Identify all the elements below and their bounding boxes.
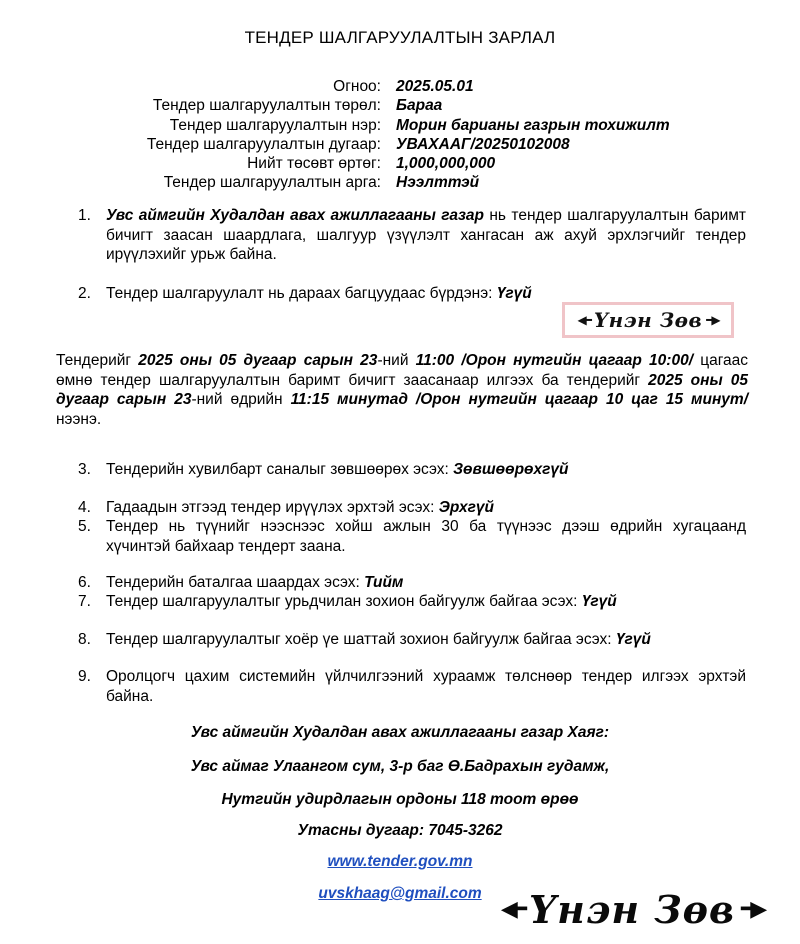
info-row-type	[60, 96, 760, 115]
item-text: Тендерийн баталгаа шаардах эсэх:	[106, 574, 365, 591]
info-row-date	[60, 77, 760, 96]
document-title: ТЕНДЕР ШАЛГАРУУЛАЛТЫН ЗАРЛАЛ	[244, 28, 556, 47]
item-number: 3.	[78, 461, 91, 478]
paragraph-text: -ний	[377, 352, 416, 369]
info-value: 1,000,000,000	[396, 155, 496, 173]
item-number: 4.	[78, 499, 91, 516]
item-number: 7.	[78, 593, 91, 610]
list-item-5	[78, 517, 746, 556]
info-label: Тендер шалгаруулалтын төрөл:	[152, 97, 381, 115]
paragraph-date: 2025 оны 05 дугаар сарын 23	[56, 371, 748, 408]
info-row-method	[60, 173, 760, 192]
paragraph-text: нээнэ.	[56, 410, 102, 428]
paragraph-time: 11:00 /Орон нутгийн цагаар 10:00/	[415, 352, 694, 369]
item-number: 6.	[78, 574, 91, 591]
info-label: Тендер шалгаруулалтын нэр:	[169, 116, 381, 134]
watermark-text: Үнэн Зөв	[529, 886, 735, 932]
item-text: Тендерийн хувилбарт саналыг зөвшөөрөх эсэх:	[106, 461, 454, 478]
watermark-stamp: ◀━ Үнэн Зөв ━▶	[562, 302, 734, 338]
item-text: Оролцогч цахим системийн үйлчилгээний хураамж төлснөөр тендер илгээх эрхтэй байна.	[106, 668, 746, 705]
list-item-2	[78, 284, 746, 304]
info-value: Бараа	[396, 97, 443, 115]
footer-organization: Увс аймгийн Худалдан авах ажиллагааны газар Хаяг:	[190, 724, 610, 741]
info-value: УВАХААГ/20250102008	[396, 135, 570, 153]
info-value: 2025.05.01	[396, 78, 474, 95]
item-text: Тендер шалгаруулалт нь дараах багцуудаас бүрдэнэ:	[106, 285, 497, 302]
list-item-6	[78, 573, 746, 593]
info-label: Нийт төсөвт өртөг:	[247, 155, 381, 173]
item-number: 9.	[78, 668, 91, 685]
info-label: Огноо:	[333, 78, 381, 95]
item-answer: Зөвшөөрөхгүй	[453, 461, 569, 478]
organization-name: Увс аймгийн Худалдан авах ажиллагааны газар	[106, 207, 484, 224]
stamp-text: Үнэн Зөв	[593, 308, 703, 332]
list-item-4	[78, 498, 746, 518]
list-item-1	[78, 206, 746, 265]
paragraph-time: 11:15 минутад /Орон нутгийн цагаар 10 цаг 15 минут/	[290, 391, 749, 408]
submission-paragraph	[56, 351, 748, 429]
info-label: Тендер шалгаруулалтын дугаар:	[146, 135, 381, 153]
paragraph-date: 2025 оны 05 дугаар сарын 23	[138, 352, 378, 369]
item-number: 8.	[78, 631, 91, 648]
watermark-logo: ◀━ Үнэн Зөв ━▶	[500, 886, 764, 932]
list-item-7	[78, 592, 746, 612]
item-answer: Үгүй	[496, 285, 532, 302]
item-text: Тендер шалгаруулалтыг урьдчилан зохион байгуулж байгаа эсэх:	[106, 593, 582, 610]
footer-room: Нутгийн удирдлагын ордоны 118 тоот өрөө	[221, 791, 579, 808]
paragraph-text: цагаас өмнө тендер шалгаруулалтын баримт бичигт заасанаар илгээх ба тендерийг	[56, 352, 748, 389]
item-answer: Эрхгүй	[438, 499, 494, 516]
item-answer: Тийм	[364, 574, 404, 591]
info-value: Нээлттэй	[396, 174, 480, 192]
item-text: Гадаадын этгээд тендер ирүүлэх эрхтэй эсэх:	[106, 499, 439, 516]
info-row-number	[60, 135, 760, 154]
item-text: Тендер шалгаруулалтыг хоёр үе шаттай зохион байгуулж байгаа эсэх:	[106, 631, 616, 648]
list-item-9	[78, 667, 746, 706]
paragraph-text: Тендерийг	[56, 352, 139, 369]
item-answer: Үгүй	[615, 631, 651, 648]
footer-phone: Утасны дугаар: 7045-3262	[297, 822, 503, 839]
item-text: Тендер нь түүнийг нээснээс хойш ажлын 30 ба түүнээс дээш өдрийн хугацаанд хүчинтэй байхаар тендерт заана.	[106, 518, 746, 555]
item-number: 5.	[78, 518, 91, 535]
email-link[interactable]: uvskhaag@gmail.com	[318, 885, 482, 902]
info-label: Тендер шалгаруулалтын арга:	[163, 174, 381, 192]
item-answer: Үгүй	[581, 593, 617, 610]
list-item-3	[78, 460, 746, 480]
website-link[interactable]: www.tender.gov.mn	[327, 853, 473, 870]
footer-address: Увс аймаг Улаангом сум, 3-р баг Ө.Бадрахын гудамж,	[190, 758, 610, 775]
info-value: Морин барианы газрын тохижилт	[396, 116, 670, 134]
item-text: нь тендер шалгаруулалтын баримт бичигт заасан шаардлага, шалгуур үзүүлэлт хангасан аж ахуй эрхлэгчийг тендер ирүүлэхийг урьж байна.	[106, 207, 746, 263]
list-item-8	[78, 630, 746, 650]
info-row-name	[60, 116, 760, 135]
paragraph-text: -ний өдрийн	[191, 391, 291, 408]
item-number: 2.	[78, 285, 91, 302]
info-row-budget	[60, 154, 760, 173]
tender-info	[60, 77, 760, 193]
item-number: 1.	[78, 207, 91, 224]
